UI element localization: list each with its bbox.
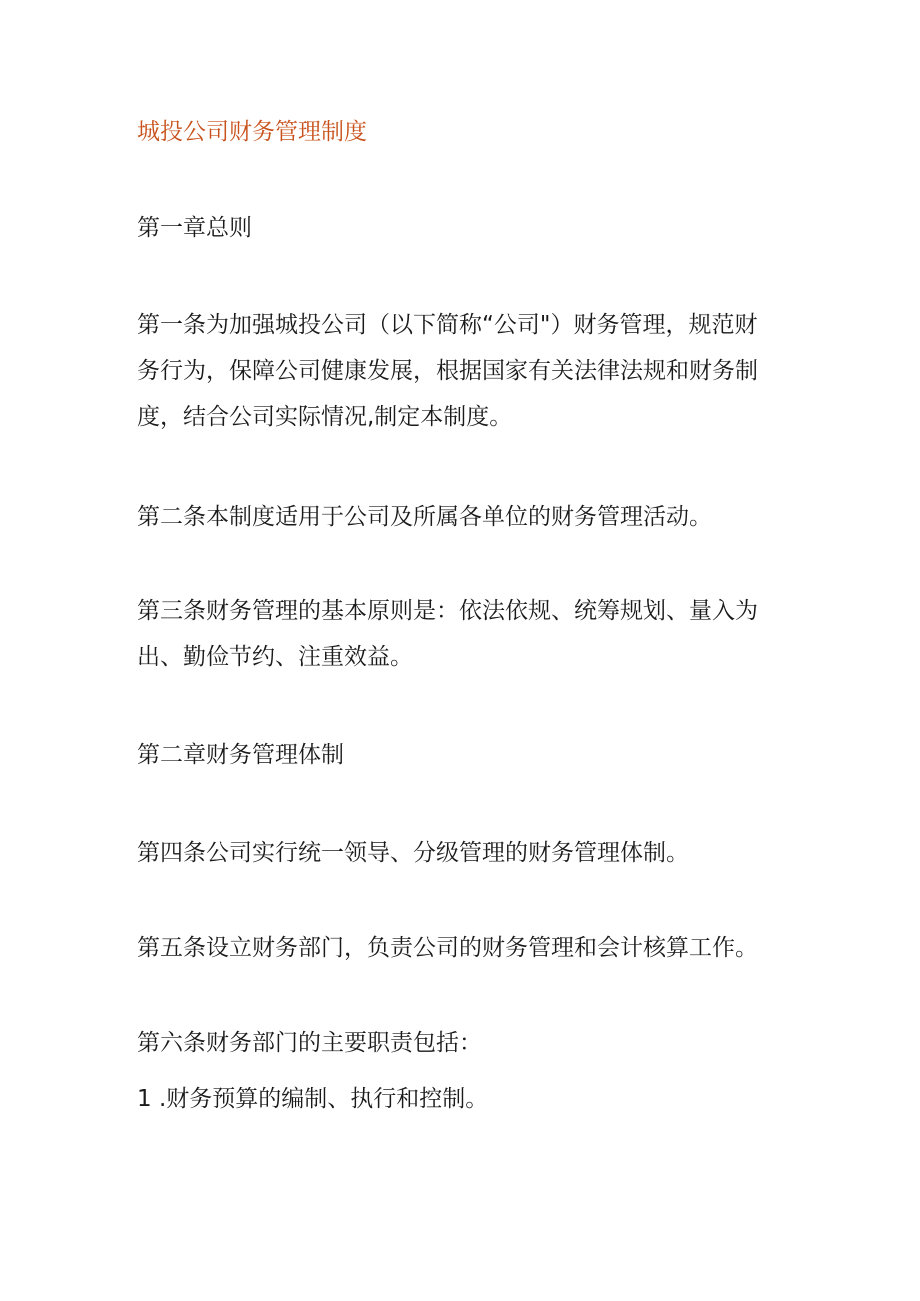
article-3-line-2: 出、勤俭节约、注重效益。 (137, 644, 413, 670)
document-title: 城投公司财务管理制度 (137, 119, 367, 145)
chapter-heading-2: 第二章财务管理体制 (137, 742, 344, 768)
chapter-heading-1: 第一章总则 (137, 215, 252, 241)
article-3 (137, 588, 758, 680)
article-1 (137, 302, 758, 440)
list-item-1: 1 .财务预算的编制、执行和控制。 (137, 1086, 489, 1112)
article-1-line-3: 度，结合公司实际情况,制定本制度。 (137, 404, 513, 430)
article-5: 第五条设立财务部门，负责公司的财务管理和会计核算工作。 (137, 935, 758, 961)
article-2: 第二条本制度适用于公司及所属各单位的财务管理活动。 (137, 504, 712, 530)
article-3-line-1: 第三条财务管理的基本原则是：依法依规、统筹规划、量入为 (137, 598, 758, 624)
article-6: 第六条财务部门的主要职责包括： (137, 1030, 482, 1056)
article-1-line-1: 第一条为加强城投公司（以下简称“公司"）财务管理，规范财 (137, 312, 758, 338)
article-1-line-2: 务行为，保障公司健康发展，根据国家有关法律法规和财务制 (137, 358, 758, 384)
article-4: 第四条公司实行统一领导、分级管理的财务管理体制。 (137, 840, 689, 866)
